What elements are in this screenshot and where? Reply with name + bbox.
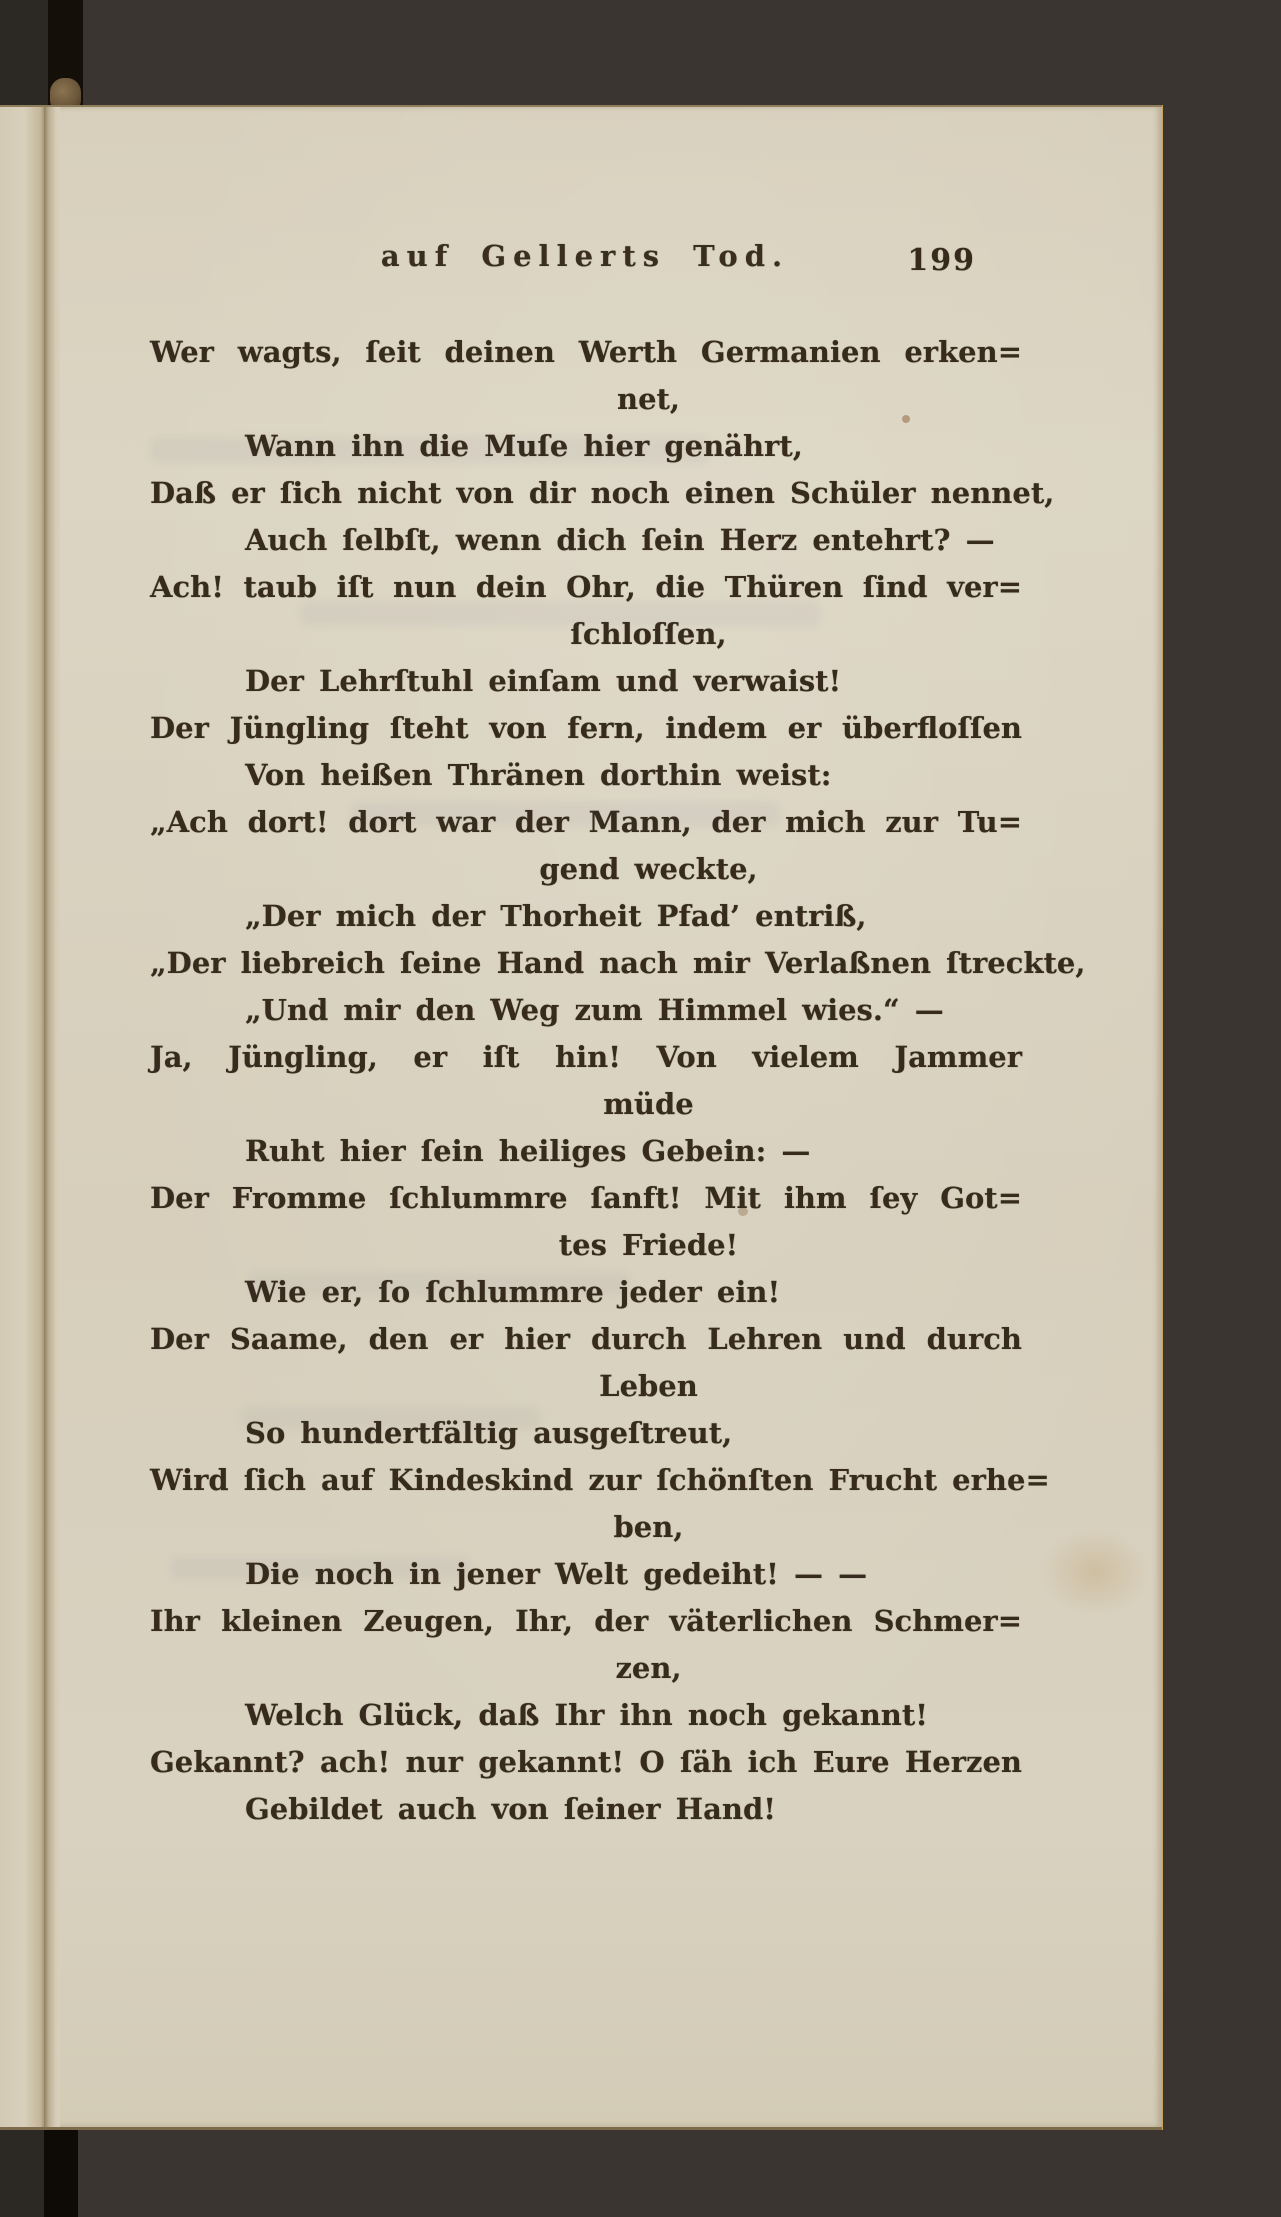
poem-line: Auch ſelbſt, wenn dich ſein Herz entehrt? — <box>245 523 995 557</box>
poem-line: Ja, Jüngling, er iſt hin! Von vielem Jammer <box>150 1040 1022 1074</box>
poem-line: net, <box>616 382 681 416</box>
poem-line: ſchloſſen, <box>570 617 727 651</box>
poem-line: Leben <box>599 1369 698 1403</box>
poem-line: „Ach dort! dort war der Mann, der mich zur Tu= <box>150 805 1022 839</box>
poem-line: Gebildet auch von ſeiner Hand! <box>245 1792 776 1826</box>
poem-line: „Und mir den Weg zum Himmel wies.“ — <box>245 993 944 1027</box>
gutter-crease <box>44 107 60 2127</box>
poem-line: Ach! taub iſt nun dein Ohr, die Thüren ſind ver= <box>150 570 1022 604</box>
chapter-title: auf Gellerts Tod. <box>380 239 790 273</box>
book-cover-edge-top <box>0 0 48 112</box>
poem-line: Ruht hier ſein heiliges Gebein: — <box>245 1134 811 1168</box>
book-cover-edge-bottom <box>0 2125 44 2217</box>
poem-line: ben, <box>613 1510 684 1544</box>
poem-line: zen, <box>615 1651 682 1685</box>
poem-line: Der Fromme ſchlummre ſanft! Mit ihm ſey Got= <box>150 1181 1022 1215</box>
poem-line: Der Lehrſtuhl einſam und verwaist! <box>245 664 842 698</box>
poem-line: So hundertfältig ausgeſtreut, <box>245 1416 733 1450</box>
poem-line: Von heißen Thränen dorthin weist: <box>245 758 832 792</box>
page-number: 199 <box>907 243 976 278</box>
running-header <box>150 239 1020 289</box>
poem-line: Gekannt? ach! nur gekannt! O ſäh ich Eure Herzen <box>150 1745 1022 1779</box>
poem-text-block <box>150 329 1086 1833</box>
poem-line: gend weckte, <box>539 852 758 886</box>
poem-line: „Der mich der Thorheit Pfad’ entriß, <box>245 899 867 933</box>
poem-line: Der Jüngling ſteht von fern, indem er überfloſſen <box>150 711 1022 745</box>
poem-line: Wann ihn die Muſe hier genährt, <box>245 429 803 463</box>
poem-line: Die noch in jener Welt gedeiht! — — <box>245 1557 868 1591</box>
poem-line: Daß er ſich nicht von dir noch einen Schüler nennet, <box>150 476 1055 510</box>
poem-line: müde <box>603 1087 694 1121</box>
spine-gap-bottom <box>44 2125 78 2217</box>
poem-line: Ihr kleinen Zeugen, Ihr, der väterlichen Schmer= <box>150 1604 1022 1638</box>
poem-line: Wird ſich auf Kindeskind zur ſchönſten Frucht erhe= <box>150 1463 1050 1497</box>
facing-page-edge <box>0 107 44 2127</box>
page-stain <box>1040 1527 1150 1617</box>
poem-line: „Der liebreich ſeine Hand nach mir Verlaßnen ſtreckte, <box>150 946 1086 980</box>
poem-line: Welch Glück, daß Ihr ihn noch gekannt! <box>245 1698 928 1732</box>
poem-line: Wer wagts, ſeit deinen Werth Germanien erken= <box>150 335 1022 369</box>
book-page <box>0 105 1162 2130</box>
poem-line: Wie er, ſo ſchlummre jeder ein! <box>245 1275 781 1309</box>
poem-line: Der Saame, den er hier durch Lehren und durch <box>150 1322 1022 1356</box>
poem-line: tes Friede! <box>558 1228 739 1262</box>
